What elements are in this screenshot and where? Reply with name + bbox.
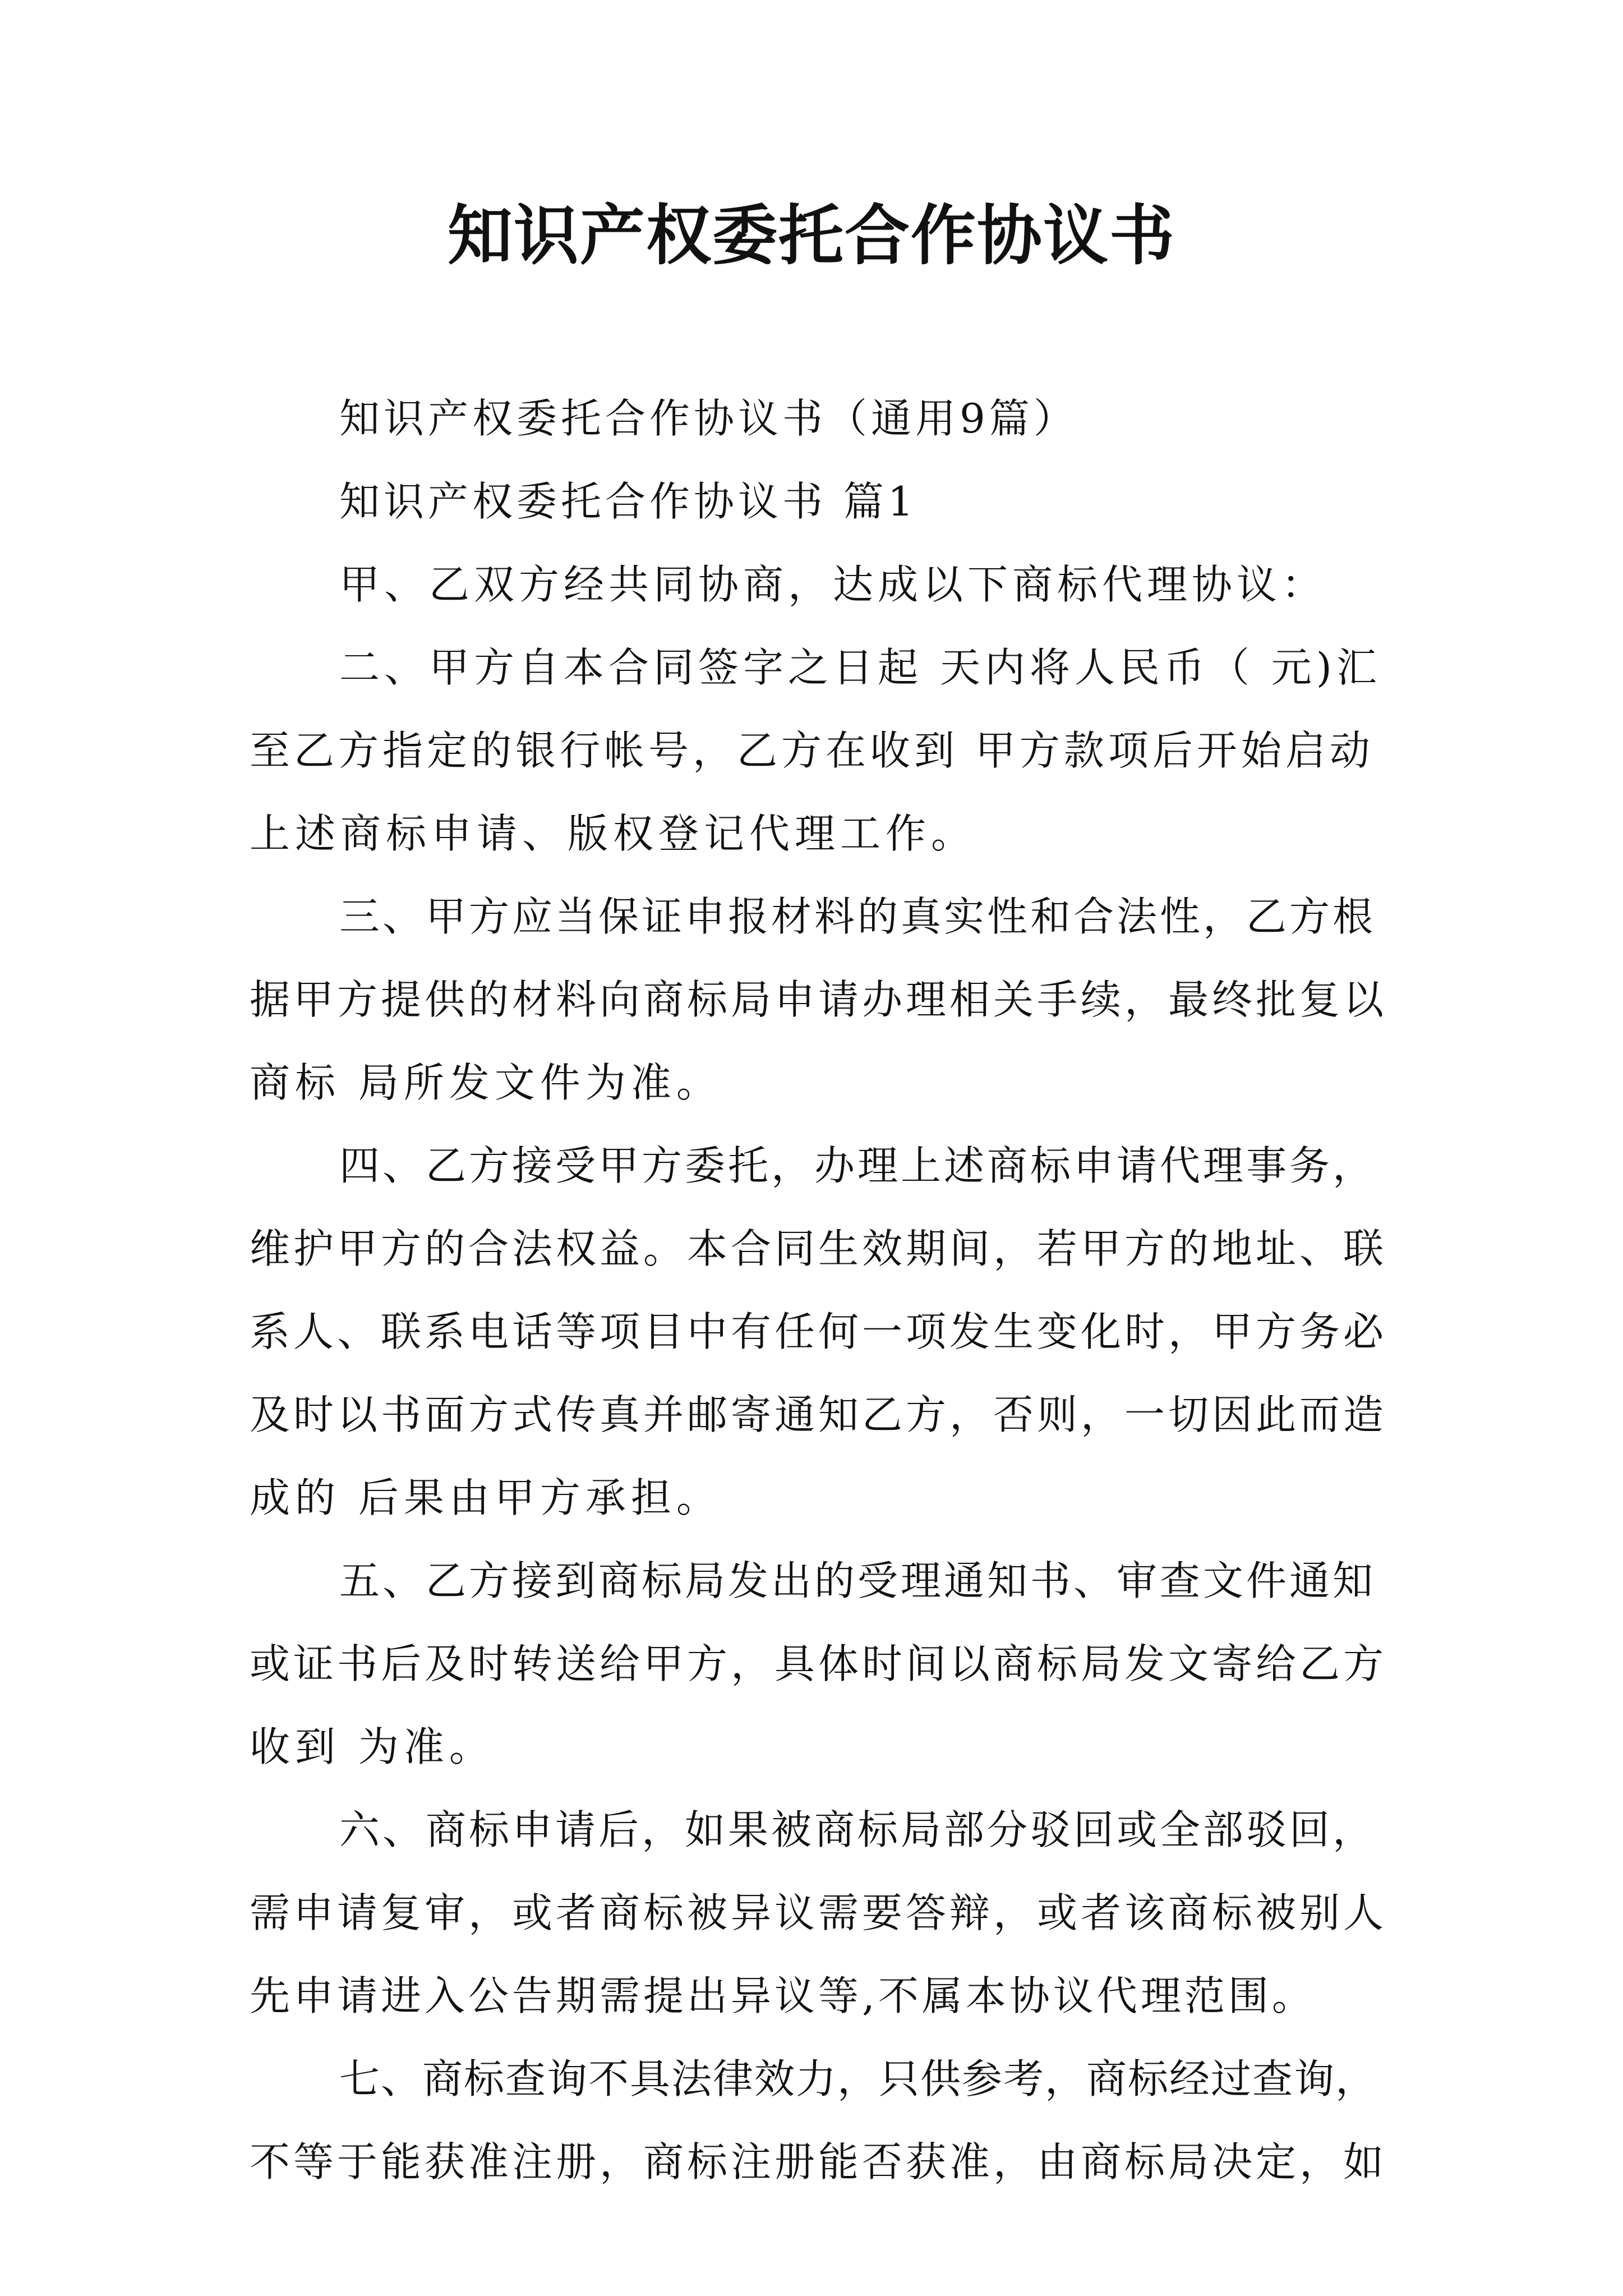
paragraph-line: 系人、联系电话等项目中有任何一项发生变化时，甲方务必 (250, 1308, 1387, 1355)
paragraph-line: 六、商标申请后，如果被商标局部分驳回或全部驳回， (339, 1806, 1376, 1853)
paragraph-4 (250, 1124, 1388, 1539)
paragraph-line: 据甲方提供的材料向商标局申请办理相关手续，最终批复以 (250, 976, 1387, 1023)
paragraph-line: 至乙方指定的银行帐号，乙方在收到 甲方款项后开始启动 (250, 727, 1374, 774)
paragraph-line: 不等于能获准注册，商标注册能否获准，由商标局决定，如 (250, 2138, 1387, 2185)
paragraph-line: 先申请进入公告期需提出异议等,不属本协议代理范围。 (250, 1972, 1316, 2019)
paragraph-2 (250, 626, 1388, 875)
document-title: 知识产权委托合作协议书 (448, 197, 1175, 274)
paragraph-line: 二、甲方自本合同签字之日起 天内将人民币（ 元)汇 (339, 644, 1381, 691)
paragraph-line: 维护甲方的合法权益。本合同生效期间，若甲方的地址、联 (250, 1225, 1387, 1272)
paragraph-line: 上述商标申请、版权登记代理工作。 (250, 810, 977, 857)
paragraph-line: 需申请复审，或者商标被异议需要答辩，或者该商标被别人 (250, 1889, 1387, 1936)
paragraph-line: 及时以书面方式传真并邮寄通知乙方，否则，一切因此而造 (250, 1391, 1387, 1438)
paragraph-line: 三、甲方应当保证申报材料的真实性和合法性，乙方根 (339, 893, 1376, 940)
document-subtitle: 知识产权委托合作协议书（通用9篇） (339, 395, 1078, 442)
paragraph-5 (250, 1539, 1388, 1788)
section-heading: 知识产权委托合作协议书 篇1 (339, 478, 917, 525)
paragraph-line: 四、乙方接受甲方委托，办理上述商标申请代理事务， (339, 1142, 1376, 1189)
preamble: 甲、乙双方经共同协商，达成以下商标代理协议： (339, 561, 1327, 608)
paragraph-line: 收到 为准。 (250, 1723, 495, 1770)
paragraph-line: 商标 局所发文件为准。 (250, 1059, 722, 1106)
paragraph-7 (250, 2037, 1388, 2203)
paragraph-6 (250, 1788, 1388, 2037)
paragraph-line: 七、商标查询不具法律效力，只供参考，商标经过查询， (339, 2055, 1377, 2102)
paragraph-3 (250, 875, 1388, 1124)
paragraph-line: 或证书后及时转送给甲方，具体时间以商标局发文寄给乙方 (250, 1640, 1387, 1687)
paragraph-line: 成的 后果由甲方承担。 (250, 1474, 722, 1521)
document-body (250, 377, 1388, 2203)
paragraph-line: 五、乙方接到商标局发出的受理通知书、审查文件通知 (339, 1557, 1376, 1604)
